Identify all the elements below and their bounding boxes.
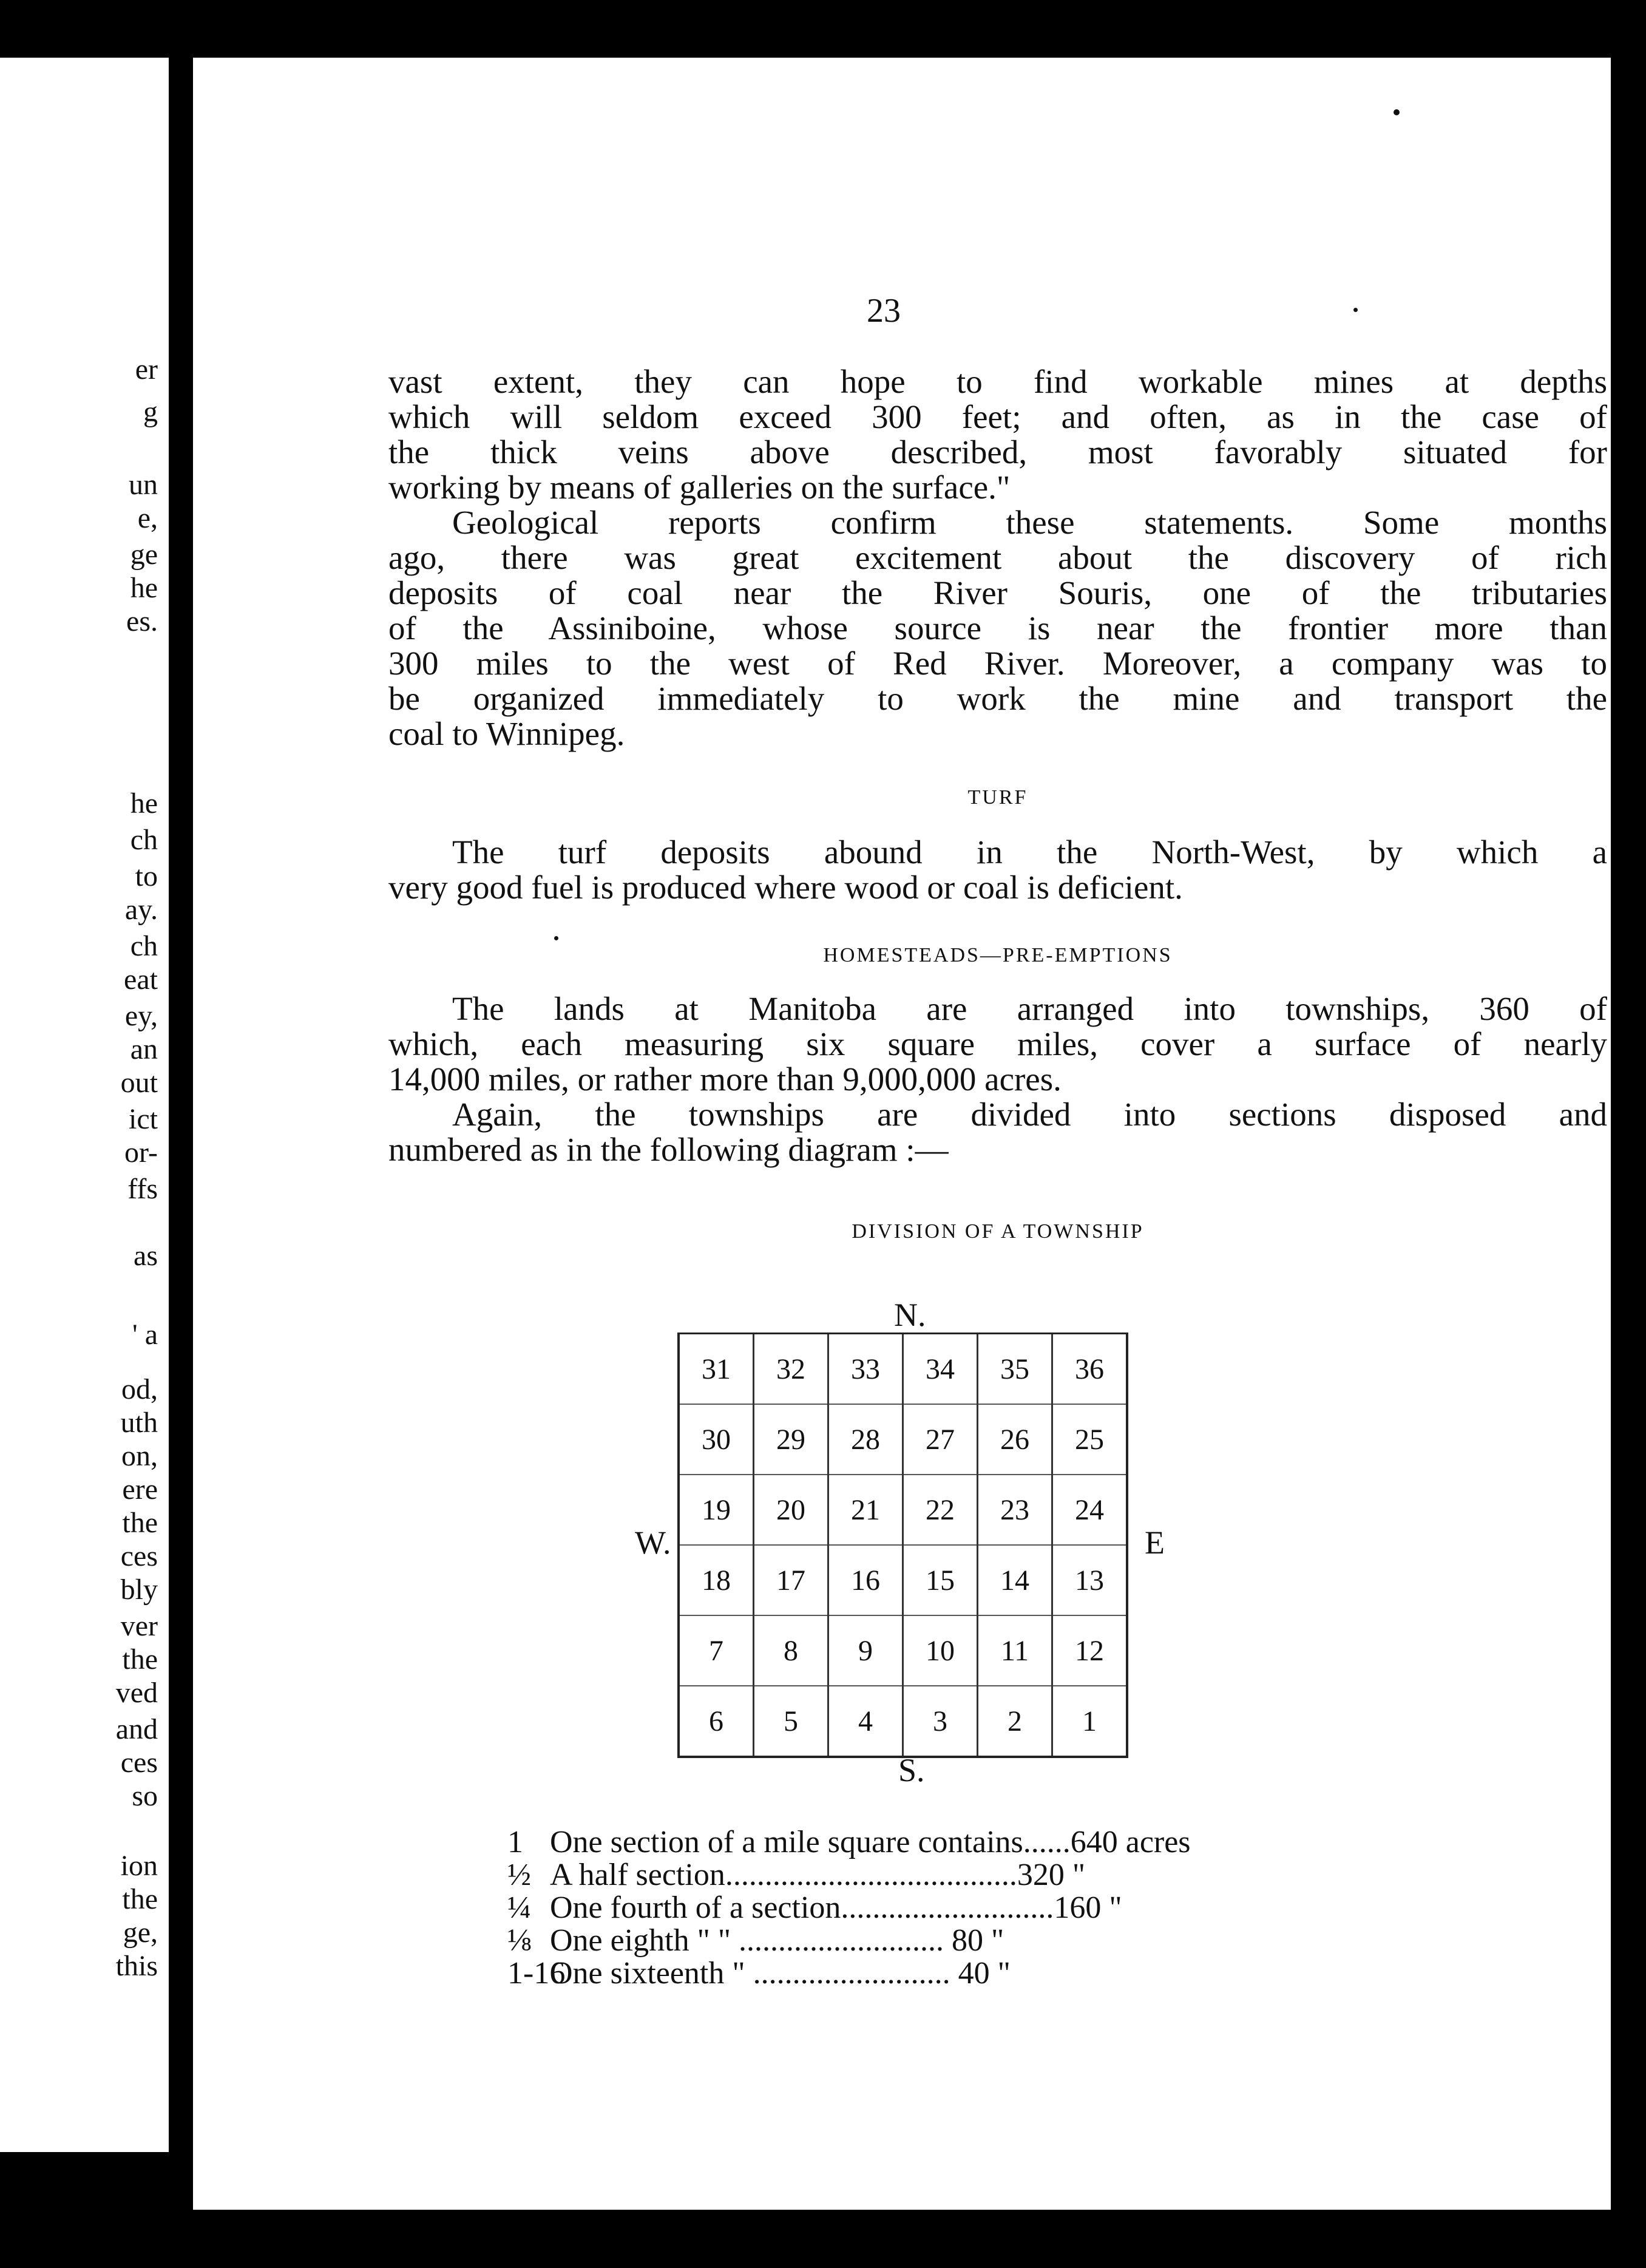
left-page-text-fragment: ved [115,1677,158,1709]
paragraph-townships [388,991,1607,1167]
section-cell: 14 [978,1545,1052,1615]
section-cell: 26 [978,1404,1052,1475]
text-line: ago, there was great excitement about the discovery of rich [388,539,1607,576]
text-line: deposits of coal near the River Souris, one of the tributaries [388,574,1607,611]
township-diagram [677,1333,1128,1758]
left-page-text-fragment: ion [120,1850,158,1882]
left-page-text-fragment: ey, [124,1000,158,1032]
left-page-text-fragment: the [122,1643,158,1676]
left-page-text-fragment: ch [130,930,158,962]
section-cell: 27 [903,1404,978,1475]
left-page-text-fragment: an [130,1033,158,1065]
book-page [193,58,1611,2210]
paragraph-turf [388,835,1607,905]
section-cell: 29 [754,1404,828,1475]
text-line: numbered as in the following diagram :— [388,1131,949,1168]
section-cell: 13 [1052,1545,1128,1615]
compass-east: E [1145,1524,1165,1561]
section-cell: 12 [1052,1615,1128,1686]
section-cell: 8 [754,1615,828,1686]
heading-turf: TURF [967,786,1028,809]
section-cell: 2 [978,1686,1052,1757]
left-page-text-fragment: the [122,1883,158,1915]
section-cell: 19 [679,1475,754,1545]
left-page-text-fragment: ere [122,1473,158,1506]
left-page-text-fragment: ch [130,824,158,856]
left-page-text-fragment: the [122,1507,158,1539]
compass-west: W. [635,1524,671,1561]
heading-division: DIVISION OF A TOWNSHIP [852,1220,1144,1243]
fraction-label: 1 [507,1825,523,1859]
sections-list-item [507,1924,1588,1957]
section-cell: 24 [1052,1475,1128,1545]
sections-list [507,1826,1588,1990]
fraction-label: 1-16 [507,1956,566,1991]
section-cell: 30 [679,1404,754,1475]
paragraph-geological-reports [388,505,1607,752]
section-cell: 5 [754,1686,828,1757]
section-cell: 36 [1052,1334,1128,1405]
township-row [679,1475,1127,1545]
sections-list-item [507,1957,1588,1990]
text-line: vast extent, they can hope to find workable mines at depths [388,363,1607,400]
text-line: the thick veins above described, most favorably situated for [388,433,1607,470]
left-page-text-fragment: as [134,1240,158,1272]
left-page-text-fragment: ay. [124,894,158,926]
text-line: The turf deposits abound in the North-West, by which a [452,834,1607,871]
left-page-text-fragment: g [143,396,158,428]
text-line: which, each measuring six square miles, cover a surface of nearly [388,1025,1607,1062]
section-cell: 7 [679,1615,754,1686]
left-page-text-fragment: uth [120,1407,158,1439]
section-description: A half section.....................................320 " [550,1858,1086,1892]
section-cell: 16 [828,1545,903,1615]
section-cell: 35 [978,1334,1052,1405]
left-page-text-fragment: out [120,1067,158,1099]
section-cell: 28 [828,1404,903,1475]
left-page-text-fragment: ge [130,538,158,571]
township-row [679,1615,1127,1686]
left-page-text-fragment: un [129,469,158,501]
text-line: Again, the townships are divided into sections disposed and [452,1096,1607,1133]
section-description: One section of a mile square contains......640 acres [550,1825,1191,1859]
text-line: The lands at Manitoba are arranged into townships, 360 of [452,990,1607,1027]
left-page-text-fragment: to [135,860,158,892]
text-line: be organized immediately to work the mine and transport the [388,680,1607,717]
speck [1353,308,1358,312]
sections-list-item [507,1892,1588,1924]
section-description: One fourth of a section...........................160 " [550,1890,1122,1925]
left-page-text-fragment: this [115,1950,158,1982]
township-grid [677,1333,1128,1758]
section-cell: 20 [754,1475,828,1545]
sections-list-item [507,1826,1588,1859]
left-page-text-fragment: ces [120,1540,158,1572]
section-cell: 31 [679,1334,754,1405]
speck [1394,109,1400,115]
text-line: working by means of galleries on the surface." [388,469,1011,506]
section-cell: 11 [978,1615,1052,1686]
section-cell: 21 [828,1475,903,1545]
fraction-label: ½ [507,1858,531,1892]
section-cell: 34 [903,1334,978,1405]
left-page-text-fragment: on, [121,1440,158,1472]
left-page-text-fragment: es. [126,605,158,637]
text-line: 300 miles to the west of Red River. Moreover, a company was to [388,645,1607,682]
text-line: of the Assiniboine, whose source is near the frontier more than [388,609,1607,647]
section-cell: 22 [903,1475,978,1545]
left-page-fragment [0,58,169,2152]
left-page-text-fragment: or- [124,1136,158,1169]
left-page-text-fragment: er [135,353,158,385]
left-page-text-fragment: eat [124,963,158,996]
section-cell: 1 [1052,1686,1128,1757]
section-cell: 4 [828,1686,903,1757]
left-page-text-fragment: and [115,1713,158,1745]
left-page-text-fragment: ' a [132,1319,158,1351]
left-page-text-fragment: so [132,1780,158,1812]
left-page-text-fragment: ge, [123,1917,158,1949]
section-cell: 32 [754,1334,828,1405]
section-cell: 3 [903,1686,978,1757]
sections-list-item [507,1859,1588,1892]
compass-south: S. [898,1752,925,1788]
left-page-text-fragment: od, [121,1373,158,1405]
section-cell: 18 [679,1545,754,1615]
township-row [679,1545,1127,1615]
section-cell: 15 [903,1545,978,1615]
section-cell: 23 [978,1475,1052,1545]
text-line: very good fuel is produced where wood or coal is deficient. [388,869,1183,906]
section-cell: 9 [828,1615,903,1686]
left-page-text-fragment: e, [137,502,158,534]
left-page-text-fragment: ffs [127,1173,158,1205]
section-cell: 6 [679,1686,754,1757]
compass-north: N. [894,1297,926,1333]
left-page-text-fragment: ces [120,1747,158,1779]
left-page-text-fragment: ver [120,1610,158,1642]
left-page-text-fragment: ict [129,1103,158,1135]
text-line: coal to Winnipeg. [388,715,625,752]
section-description: One sixteenth " ......................... 40 " [550,1956,1011,1991]
left-page-text-fragment: bly [120,1574,158,1606]
township-row [679,1686,1127,1757]
speck [554,936,558,940]
heading-homesteads: HOMESTEADS—PRE-EMPTIONS [823,944,1173,966]
section-cell: 10 [903,1615,978,1686]
fraction-label: ¼ [507,1890,531,1925]
text-line: Geological reports confirm these statements. Some months [452,504,1607,541]
paragraph-coal-mines [388,364,1607,505]
left-page-text-fragment: he [130,787,158,820]
page-number: 23 [867,292,901,330]
township-row [679,1334,1127,1405]
section-description: One eighth " " .......................... 80 " [550,1923,1004,1958]
text-line: 14,000 miles, or rather more than 9,000,000 acres. [388,1061,1062,1098]
township-row [679,1404,1127,1475]
text-line: which will seldom exceed 300 feet; and often, as in the case of [388,398,1607,435]
section-cell: 17 [754,1545,828,1615]
fraction-label: ⅛ [507,1923,531,1958]
section-cell: 25 [1052,1404,1128,1475]
section-cell: 33 [828,1334,903,1405]
left-page-text-fragment: he [130,572,158,604]
